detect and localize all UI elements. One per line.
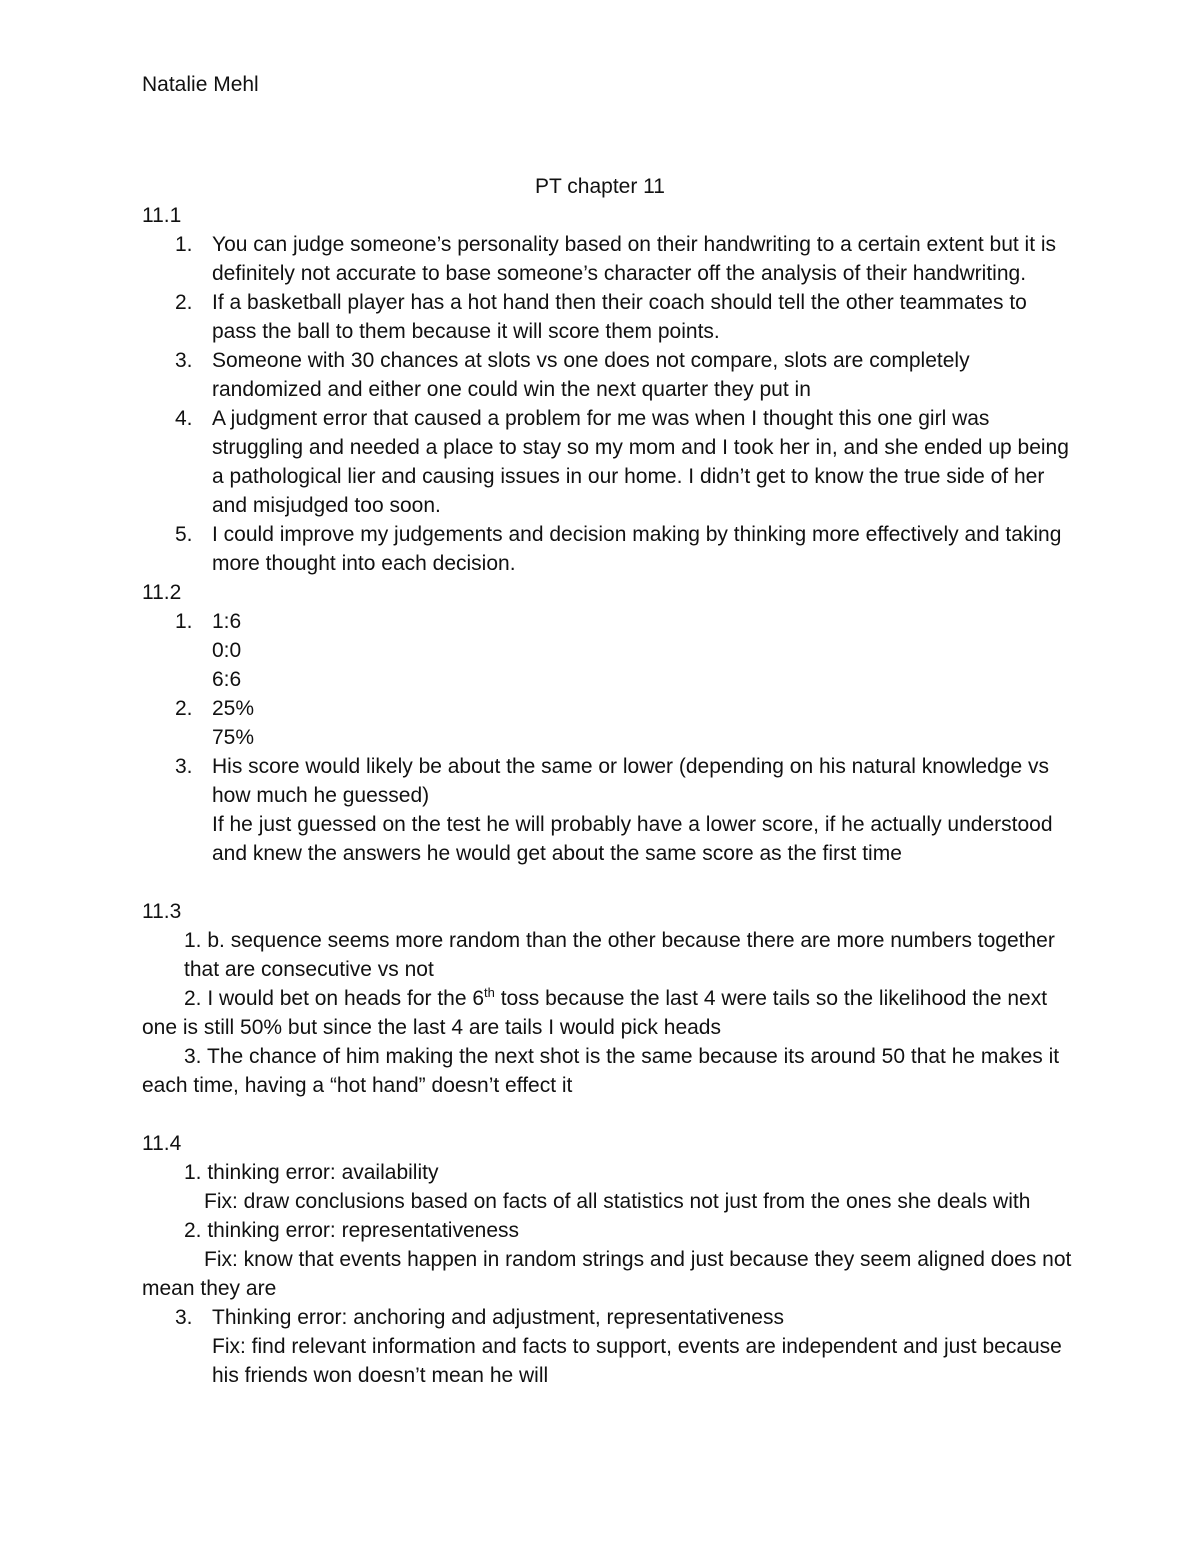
answer-text: toss because the last 4 were tails so the likelihood the next one is still 50% but since the last 4 are tails I would pick heads [142, 987, 1048, 1039]
list-number: 1. [175, 233, 193, 256]
list-item [142, 346, 1072, 404]
list-item [142, 607, 1072, 694]
section-11-4 [142, 1129, 1072, 1390]
list-item [142, 694, 1072, 752]
section-11-1 [142, 201, 1072, 578]
list-text: I could improve my judgements and decision making by thinking more effectively and taking more thought into each decision. [212, 523, 1062, 575]
list-text: You can judge someone’s personality based on their handwriting to a certain extent but it is definitely not accurate to base someone’s character off the analysis of their handwriting. [212, 233, 1057, 285]
list-item [142, 288, 1072, 346]
fix-1: Fix: draw conclusions based on facts of all statistics not just from the ones she deals with [204, 1190, 1031, 1213]
list-text: Someone with 30 chances at slots vs one does not compare, slots are completely randomized and either one could win the next quarter they put in [212, 349, 970, 401]
answer-text: 1. b. sequence seems more random than the other because there are more numbers together that are consecutive vs not [184, 929, 1055, 981]
list-number: 3. [175, 755, 193, 778]
list-item [142, 520, 1072, 578]
answer-2 [142, 984, 1072, 1042]
answer-text: 2. I would bet on heads for the 6 [184, 987, 485, 1010]
superscript: th [484, 985, 495, 1000]
answer-text: Thinking error: anchoring and adjustment, representativeness [212, 1306, 784, 1329]
blank-line [142, 868, 1072, 897]
list-line: 6:6 [212, 668, 242, 691]
list-number: 5. [175, 523, 193, 546]
answer-1: 1. thinking error: availability [184, 1161, 439, 1184]
section-heading: 11.1 [142, 204, 182, 227]
fix-2: Fix: know that events happen in random strings and just because they seem aligned does not mean they are [142, 1248, 1072, 1300]
document-body [142, 201, 1072, 1390]
list-item [142, 404, 1072, 520]
section-heading: 11.2 [142, 581, 182, 604]
list-item [142, 230, 1072, 288]
list-line: If he just guessed on the test he will probably have a lower score, if he actually understood and knew the answers he would get about the same score as the first time [212, 813, 1053, 865]
list-text: If a basketball player has a hot hand then their coach should tell the other teammates to pass the ball to them because it will score them points. [212, 291, 1027, 343]
answer-3 [142, 1042, 1072, 1100]
section-heading: 11.4 [142, 1132, 182, 1155]
list-line: 1:6 [212, 610, 242, 633]
list-line: 0:0 [212, 639, 242, 662]
list-text: A judgment error that caused a problem for me was when I thought this one girl was struggling and needed a place to stay so my mom and I took her in, and she ended up being a pathological lier and causing issues in our home. I didn’t get to know the true side of her and misjudged too soon. [212, 407, 1069, 517]
answer-3 [142, 1303, 1072, 1390]
list-number: 4. [175, 407, 193, 430]
answer-1 [142, 926, 1072, 984]
list-number: 2. [175, 697, 193, 720]
list-number: 3. [175, 349, 193, 372]
author-name: Natalie Mehl [142, 73, 259, 96]
fix-3: Fix: find relevant information and facts to support, events are independent and just because his friends won doesn’t mean he will [212, 1335, 1062, 1387]
list-line: 75% [212, 726, 255, 749]
list-number: 2. [175, 291, 193, 314]
list-item [142, 752, 1072, 868]
page-title: PT chapter 11 [535, 175, 665, 198]
list-number: 1. [175, 610, 193, 633]
answer-text: 3. The chance of him making the next shot is the same because its around 50 that he makes it each time, having a “hot hand” doesn’t effect it [142, 1045, 1060, 1097]
list-line: 25% [212, 697, 255, 720]
section-11-3 [142, 897, 1072, 1100]
blank-line [142, 1100, 1072, 1129]
answer-2: 2. thinking error: representativeness [184, 1219, 520, 1242]
section-heading: 11.3 [142, 900, 182, 923]
list-line: His score would likely be about the same or lower (depending on his natural knowledge vs how much he guessed) [212, 755, 1049, 807]
section-11-2 [142, 578, 1072, 868]
list-number: 3. [175, 1306, 193, 1329]
